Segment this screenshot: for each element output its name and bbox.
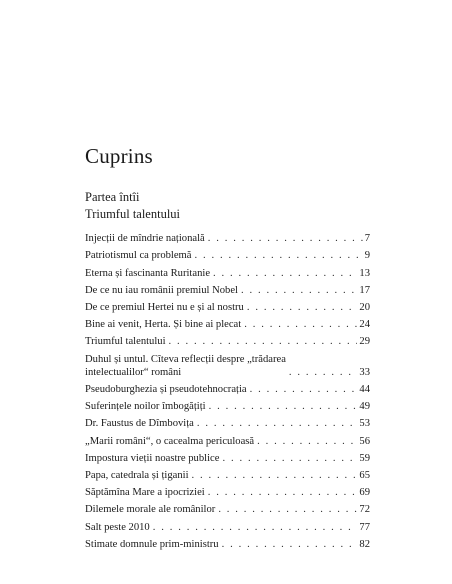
toc-entry[interactable] [85, 430, 370, 447]
toc-entry-title: Salt peste 2010 [85, 521, 150, 533]
toc-entry-title: Dr. Faustus de Dîmbovița [85, 418, 194, 430]
dot-leader [222, 452, 357, 465]
dot-leader [208, 486, 358, 499]
toc-entry-page: 29 [359, 336, 370, 348]
toc-entry-title: „Marii români“, o cacealma periculoasă [85, 435, 255, 447]
toc-entry-page: 9 [364, 250, 370, 262]
toc-entry[interactable] [85, 245, 370, 262]
toc-entry[interactable] [85, 482, 370, 499]
toc-entry[interactable] [85, 280, 370, 297]
toc-entry-page: 65 [359, 470, 370, 482]
page-title: Cuprins [85, 144, 153, 168]
toc-entry-title: Bine ai venit, Herta. Și bine ai plecat [85, 319, 242, 331]
toc-entry-title-line: intelectualilor“ români [85, 366, 182, 378]
toc-entry-page: 24 [359, 319, 370, 331]
toc-entry-page: 77 [359, 521, 370, 533]
toc-entry[interactable] [85, 297, 370, 314]
toc-entry[interactable] [85, 499, 370, 516]
dot-leader [209, 400, 358, 413]
toc-entry-page: 53 [359, 418, 370, 430]
dot-leader [244, 318, 357, 331]
toc-entry-page: 56 [359, 435, 370, 447]
dot-leader [250, 383, 358, 396]
toc-entry-title: Dilemele morale ale românilor [85, 504, 216, 516]
table-of-contents [85, 228, 370, 551]
toc-entry-page: 44 [359, 384, 370, 396]
toc-entry[interactable] [85, 262, 370, 279]
toc-entry[interactable] [85, 396, 370, 413]
toc-entry[interactable] [85, 314, 370, 331]
toc-entry[interactable] [85, 331, 370, 348]
dot-leader [289, 366, 357, 379]
dot-leader [247, 301, 358, 314]
toc-entry[interactable] [85, 465, 370, 482]
dot-leader [222, 538, 358, 551]
toc-entry[interactable] [85, 516, 370, 533]
toc-entry-page: 69 [359, 487, 370, 499]
part-heading [85, 189, 180, 223]
toc-entry-page: 33 [359, 366, 370, 378]
toc-entry-page: 13 [359, 267, 370, 279]
toc-entry-title: Săptămîna Mare a ipocriziei [85, 487, 205, 499]
toc-entry[interactable] [85, 448, 370, 465]
toc-entry-page: 49 [359, 401, 370, 413]
dot-leader [241, 284, 357, 297]
toc-entry-page: 20 [359, 301, 370, 313]
part-subtitle: Triumful talentului [85, 207, 181, 221]
dot-leader [208, 232, 363, 245]
toc-entry-title: Stimate domnule prim-ministru [85, 538, 219, 550]
dot-leader [213, 267, 357, 280]
toc-entry-page: 17 [359, 284, 370, 296]
dot-leader [257, 435, 357, 448]
dot-leader [195, 249, 363, 262]
toc-entry-title: Injecții de mîndrie națională [85, 233, 205, 245]
toc-entry-title: Impostura vieții noastre publice [85, 452, 220, 464]
toc-entry[interactable] [85, 379, 370, 396]
dot-leader [218, 503, 357, 516]
toc-entry-title [85, 353, 286, 379]
toc-entry-page: 59 [359, 452, 370, 464]
toc-entry-title: Papa, catedrala și țiganii [85, 470, 189, 482]
toc-entry[interactable] [85, 534, 370, 551]
dot-leader [153, 521, 358, 534]
toc-entry-page: 82 [359, 538, 370, 550]
toc-entry-page: 72 [359, 504, 370, 516]
toc-entry-title: De ce nu iau românii premiul Nobel [85, 284, 238, 296]
toc-entry-title: De ce premiul Hertei nu e și al nostru [85, 301, 244, 313]
toc-entry-title: Suferințele noilor îmbogățiți [85, 401, 206, 413]
toc-entry-title: Triumful talentului [85, 336, 166, 348]
toc-entry-title-line: Duhul și untul. Cîteva reflecții despre „trădarea [85, 353, 286, 365]
toc-entry-title: Patriotismul ca problemă [85, 250, 192, 262]
toc-entry[interactable] [85, 228, 370, 245]
dot-leader [197, 417, 358, 430]
part-label: Partea întîi [85, 190, 140, 204]
dot-leader [192, 469, 358, 482]
toc-entry-title: Pseudoburghezia și pseudotehnocrația [85, 384, 247, 396]
toc-entry-title: Eterna și fascinanta Ruritanie [85, 267, 211, 279]
dot-leader [169, 335, 358, 348]
toc-entry[interactable] [85, 348, 370, 379]
toc-entry[interactable] [85, 413, 370, 430]
toc-entry-page: 7 [364, 233, 370, 245]
